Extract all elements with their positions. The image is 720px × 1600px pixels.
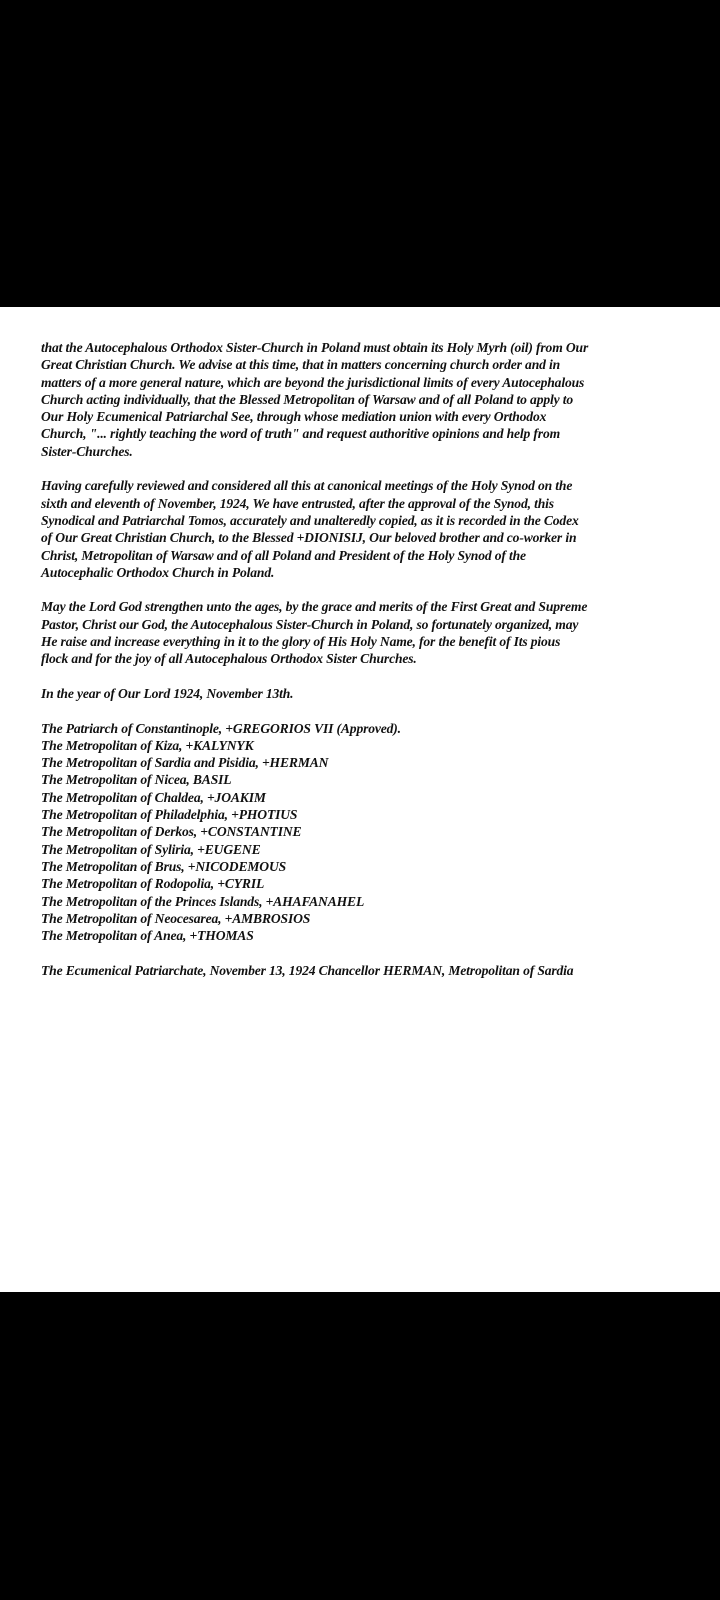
text-line: Having carefully reviewed and considered all this at canonical meetings of the Holy Synod on the — [41, 478, 573, 494]
text-line: Church, "... rightly teaching the word of truth" and request authoritive opinions and help from — [41, 426, 561, 442]
date-line: In the year of Our Lord 1924, November 13th. — [41, 685, 294, 701]
text-line: Christ, Metropolitan of Warsaw and of all Poland and President of the Holy Synod of the — [41, 547, 526, 563]
text-line: Our Holy Ecumenical Patriarchal See, through whose mediation union with every Orthodox — [41, 409, 547, 425]
signatory: The Metropolitan of Syliria, +EUGENE — [41, 841, 261, 857]
text-line: Great Christian Church. We advise at this time, that in matters concerning church order and in — [41, 357, 561, 373]
text-line: Pastor, Christ our God, the Autocephalous Sister-Church in Poland, so fortunately organized, may — [41, 616, 579, 632]
text-line: Church acting individually, that the Blessed Metropolitan of Warsaw and of all Poland to apply to — [41, 391, 574, 407]
signatory: The Metropolitan of Rodopolia, +CYRIL — [41, 876, 265, 892]
text-line: Sister-Churches. — [41, 443, 133, 459]
text-line: matters of a more general nature, which are beyond the jurisdictional limits of every Autocephalous — [41, 374, 585, 390]
text-line: Autocephalic Orthodox Church in Poland. — [41, 564, 275, 580]
signatory: The Metropolitan of Neocesarea, +AMBROSIOS — [41, 910, 311, 926]
signatory: The Metropolitan of Nicea, BASIL — [41, 772, 232, 788]
signatory: The Metropolitan of Anea, +THOMAS — [41, 928, 254, 944]
document-content — [41, 339, 701, 996]
signatory: The Metropolitan of Sardia and Pisidia, +HERMAN — [41, 755, 329, 771]
signatory: The Metropolitan of Chaldea, +JOAKIM — [41, 789, 266, 805]
text-line: that the Autocephalous Orthodox Sister-Church in Poland must obtain its Holy Myrh (oil) from Our — [41, 340, 589, 355]
signatory: The Metropolitan of the Princes Islands, +AHAFANAHEL — [41, 893, 365, 909]
text-line: of Our Great Christian Church, to the Blessed +DIONISIJ, Our beloved brother and co-worker in — [41, 530, 577, 546]
signatory: The Metropolitan of Derkos, +CONSTANTINE — [41, 824, 302, 840]
document-page — [0, 307, 720, 1292]
signatories-list — [41, 720, 701, 945]
text-line: Synodical and Patriarchal Tomos, accurately and unalteredly copied, as it is recorded in the Codex — [41, 512, 579, 528]
text-line: He raise and increase everything in it to the glory of His Holy Name, for the benefit of Its pious — [41, 634, 561, 650]
text-line: flock and for the joy of all Autocephalous Orthodox Sister Churches. — [41, 651, 417, 667]
signatory: The Metropolitan of Kiza, +KALYNYK — [41, 737, 254, 753]
closing-line — [41, 962, 701, 979]
paragraph-date — [41, 685, 701, 702]
paragraph-synod-review — [41, 477, 701, 581]
signatory: The Metropolitan of Philadelphia, +PHOTIUS — [41, 807, 298, 823]
paragraph-blessing — [41, 598, 701, 667]
paragraph-myrh-and-advice — [41, 339, 701, 460]
signatory: The Patriarch of Constantinople, +GREGORIOS VII (Approved). — [41, 720, 401, 736]
text-line: sixth and eleventh of November, 1924, We have entrusted, after the approval of the Synod, this — [41, 495, 554, 511]
signatory: The Metropolitan of Brus, +NICODEMOUS — [41, 858, 287, 874]
closing-text: The Ecumenical Patriarchate, November 13, 1924 Chancellor HERMAN, Metropolitan of Sardia — [41, 962, 574, 978]
text-line: May the Lord God strengthen unto the ages, by the grace and merits of the First Great and Supreme — [41, 599, 588, 615]
